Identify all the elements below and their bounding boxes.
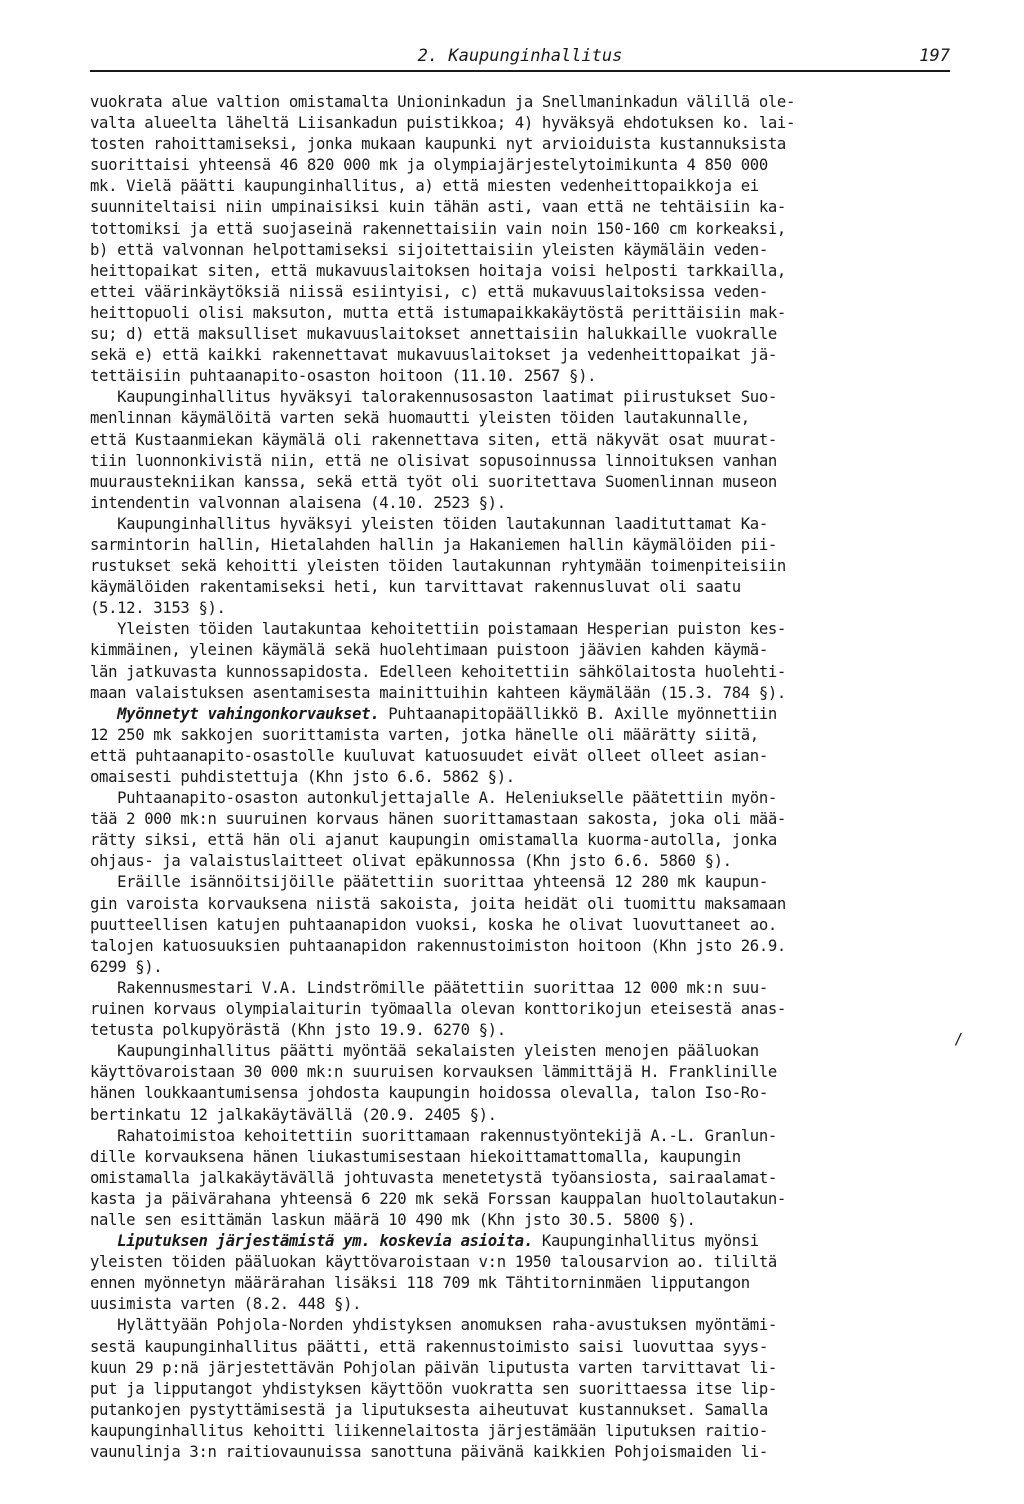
- text-line: menlinnan käymälöitä varten sekä huomautti yleisten töiden lautakunnalle,: [90, 409, 750, 428]
- text-line: kimmäinen, yleinen käymälä sekä huolehtimaan puistoon jäävien kahden käymä-: [90, 641, 768, 660]
- text-line: Liputuksen järjestämistä ym. koskevia asioita. Kaupunginhallitus myönsi: [117, 1232, 759, 1251]
- text-line: (5.12. 3153 §).: [90, 599, 226, 618]
- text-line: rätty siksi, että hän oli ajanut kaupungin omistamalla kuorma-autolla, jonka: [90, 831, 777, 850]
- text-line: muuraustekniikan kanssa, sekä että työt oli suoritettava Suomenlinnan museon: [90, 472, 777, 491]
- text-line: Kaupunginhallitus hyväksyi talorakennusosaston laatimat piirustukset Suo-: [90, 388, 777, 407]
- body-text: [90, 92, 950, 1463]
- text-line: Puhtaanapito-osaston autonkuljettajalle A. Heleniukselle päätettiin myön-: [90, 789, 777, 808]
- text-line: yleisten töiden pääluokan käyttövaroistaan v:n 1950 talousarvion ao. tililtä: [90, 1253, 777, 1272]
- document-page: [90, 40, 950, 1463]
- text-line: omistamalla jalkakäytävällä johtuvasta menetetystä työansiosta, sairaalamat-: [90, 1168, 777, 1187]
- text-line: uusimista varten (8.2. 448 §).: [90, 1295, 362, 1314]
- text-line: valta alueelta läheltä Liisankadun puistikkoa; 4) hyväksyä ehdotuksen ko. lai-: [90, 114, 795, 133]
- text-line: käyttövaroistaan 30 000 mk:n suuruisen korvauksen lämmittäjä H. Franklinille: [90, 1063, 777, 1082]
- text-line: kuun 29 p:nä järjestettävän Pohjolan päivän liputusta varten tarvittavat li-: [90, 1358, 777, 1377]
- text-line: mk. Vielä päätti kaupunginhallitus, a) että miesten vedenheittopaikkoja ei: [90, 177, 759, 196]
- text-line: tettäisiin puhtaanapito-osaston hoitoon (11.10. 2567 §).: [90, 367, 597, 386]
- text-line: tää 2 000 mk:n suuruinen korvaus hänen suorittamastaan sakosta, joka oli mää-: [90, 810, 786, 829]
- text-line: tetusta polkupyörästä (Khn jsto 19.9. 6270 §).: [90, 1021, 506, 1040]
- section-heading: Myönnetyt vahingonkorvaukset.: [117, 704, 380, 723]
- text-line: käymälöiden rakentamiseksi heti, kun tarvittavat rakennusluvat oli saatu: [90, 578, 741, 597]
- text-line: talojen katuosuuksien puhtaanapidon rakennustoimiston hoitoon (Khn jsto 26.9.: [90, 936, 786, 955]
- text-line: gin varoista korvauksena niistä sakoista, joita heidät oli tuomittu maksamaan: [90, 894, 786, 913]
- text-line: putankojen pystyttämisestä ja liputuksesta aiheutuvat kustannukset. Samalla: [90, 1400, 768, 1419]
- page-number: 197: [919, 46, 950, 66]
- text-line: län jatkuvasta kunnossapidosta. Edelleen kehoitettiin sähkölaitosta huolehti-: [90, 662, 786, 681]
- text-line: maan valaistuksen asentamisesta mainittuihin kahteen käymälään (15.3. 784 §).: [90, 683, 786, 702]
- text-line: ohjaus- ja valaistuslaitteet olivat epäkunnossa (Khn jsto 6.6. 5860 §).: [90, 852, 732, 871]
- text-line: intendentin valvonnan alaisena (4.10. 2523 §).: [90, 493, 506, 512]
- text-line: vaunulinja 3:n raitiovaunuissa sanottuna päivänä kaikkien Pohjoismaiden li-: [90, 1443, 768, 1461]
- text-line: nalle sen esittämän laskun määrä 10 490 mk (Khn jsto 30.5. 5800 §).: [90, 1210, 696, 1229]
- text-line: puutteellisen katujen puhtaanapidon vuoksi, koska he olivat luovuttaneet ao.: [90, 915, 777, 934]
- text-line: vuokrata alue valtion omistamalta Unioninkadun ja Snellmaninkadun välillä ole-: [90, 93, 795, 111]
- text-line: kaupunginhallitus kehoitti liikennelaitosta järjestämään liputuksen raitio-: [90, 1421, 768, 1440]
- text-line: ruinen korvaus olympialaiturin työmaalla olevan konttorikojun eteisestä anas-: [90, 1000, 786, 1019]
- text-line: Hylättyään Pohjola-Norden yhdistyksen anomuksen raha-avustuksen myöntämi-: [90, 1316, 777, 1335]
- page-header: [90, 40, 950, 72]
- text-line: 6299 §).: [90, 957, 163, 976]
- text-line: su; d) että maksulliset mukavuuslaitokset annettaisiin halukkaille vuokralle: [90, 325, 777, 344]
- text-line: Eräille isännöitsijöille päätettiin suorittaa yhteensä 12 280 mk kaupun-: [90, 873, 768, 892]
- text-line: Rakennusmestari V.A. Lindströmille päätettiin suorittaa 12 000 mk:n suu-: [90, 978, 768, 997]
- text-line: Rahatoimistoa kehoitettiin suorittamaan rakennustyöntekijä A.-L. Granlun-: [90, 1126, 777, 1145]
- text-line: että Kustaanmiekan käymälä oli rakennettava siten, että näkyvät osat muurat-: [90, 430, 777, 449]
- running-title: 2. Kaupunginhallitus: [417, 46, 623, 66]
- text-line: sarmintorin hallin, Hietalahden hallin ja Hakaniemen hallin käymälöiden pii-: [90, 535, 777, 554]
- stray-mark: /: [954, 1030, 964, 1048]
- text-line: ennen myönnetyn määrärahan lisäksi 118 709 mk Tähtitorninmäen lipputangon: [90, 1274, 750, 1293]
- text-line: heittopaikat siten, että mukavuuslaitoksen hoitaja voisi helposti tarkkailla,: [90, 261, 786, 280]
- text-line: tottomiksi ja että suojaseinä rakennettaisiin vain noin 150-160 cm korkeaksi,: [90, 219, 786, 238]
- text-line: Kaupunginhallitus päätti myöntää sekalaisten yleisten menojen pääluokan: [90, 1042, 759, 1061]
- text-line: hänen loukkaantumisensa johdosta kaupungin hoidossa olevalla, talon Iso-Ro-: [90, 1084, 768, 1103]
- text-line: Yleisten töiden lautakuntaa kehoitettiin poistamaan Hesperian puiston kes-: [90, 620, 786, 639]
- text-line: heittopuoli olisi maksuton, mutta että istumapaikkakäytöstä perittäisiin mak-: [90, 303, 786, 322]
- text-line: että puhtaanapito-osastolle kuuluvat katuosuudet eivät olleet olleet asian-: [90, 746, 768, 765]
- text-line: sestä kaupunginhallitus päätti, että rakennustoimisto saisi luovuttaa syys-: [90, 1337, 768, 1356]
- text-line: dille korvauksena hänen liukastumisestaan hiekoittamattomalla, kaupungin: [90, 1147, 741, 1166]
- text-line: tiin luonnonkivistä niin, että ne olisivat sopusoinnussa linnoituksen vanhan: [90, 451, 777, 470]
- text-line: put ja lipputangot yhdistyksen käyttöön vuokratta sen suorittaessa itse lip-: [90, 1379, 777, 1398]
- text-line: bertinkatu 12 jalkakäytävällä (20.9. 2405 §).: [90, 1105, 497, 1124]
- text-line: tosten rahoittamiseksi, jonka mukaan kaupunki nyt arvioiduista kustannuksista: [90, 135, 786, 154]
- text-line: kasta ja päivärahana yhteensä 6 220 mk sekä Forssan kauppalan huoltolautakun-: [90, 1189, 786, 1208]
- text-line: sekä e) että kaikki rakennettavat mukavuuslaitokset ja vedenheittopaikat jä-: [90, 346, 777, 365]
- text-line: Myönnetyt vahingonkorvaukset. Puhtaanapitopäällikkö B. Axille myönnettiin: [117, 704, 777, 723]
- text-line: rustukset sekä kehoitti yleisten töiden lautakunnan ryhtymään toimenpiteisiin: [90, 557, 786, 576]
- text-line: Kaupunginhallitus hyväksyi yleisten töiden lautakunnan laadituttamat Ka-: [90, 514, 768, 533]
- text-line: 12 250 mk sakkojen suorittamista varten, jotka hänelle oli määrätty siitä,: [90, 725, 759, 744]
- text-line: omaisesti puhdistettuja (Khn jsto 6.6. 5862 §).: [90, 768, 515, 786]
- text-line: ettei väärinkäytöksiä niissä esiintyisi, c) että mukavuuslaitoksissa veden-: [90, 282, 768, 301]
- text-line: suorittaisi yhteensä 46 820 000 mk ja olympiajärjestelytoimikunta 4 850 000: [90, 156, 768, 175]
- text-line: b) että valvonnan helpottamiseksi sijoitettaisiin yleisten käymäläin veden-: [90, 240, 768, 259]
- text-line: suunniteltaisi niin umpinaisiksi kuin tähän asti, vaan että ne tehtäisiin ka-: [90, 198, 786, 217]
- section-heading: Liputuksen järjestämistä ym. koskevia asioita.: [117, 1232, 533, 1251]
